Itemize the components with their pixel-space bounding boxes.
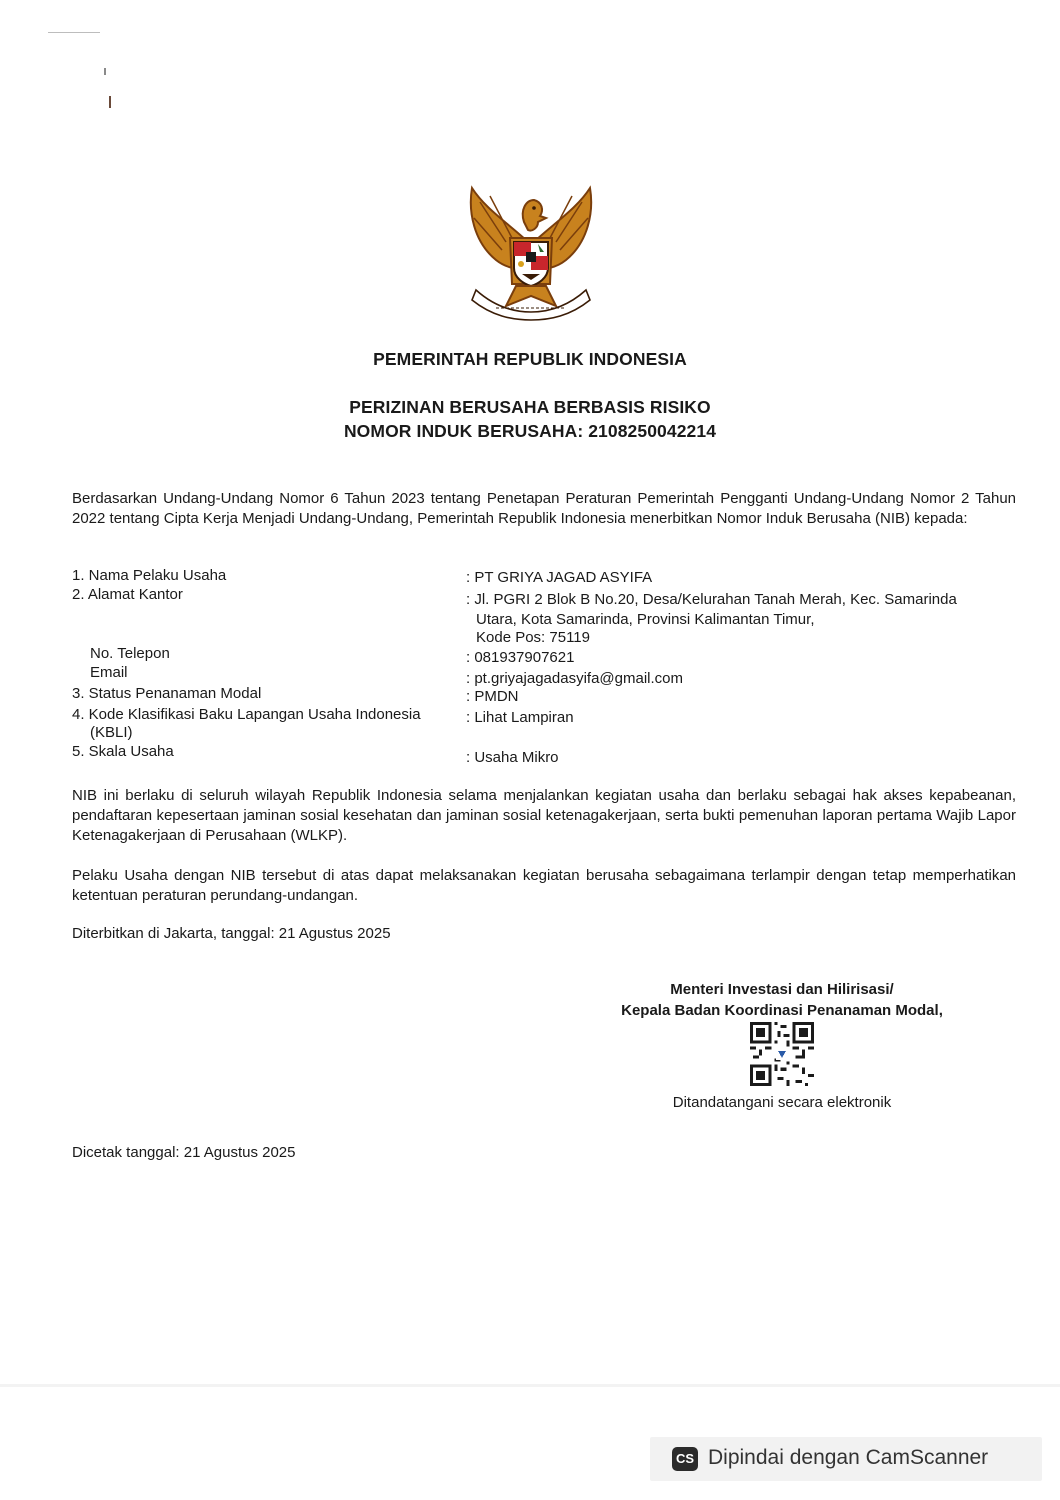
validity-paragraph: NIB ini berlaku di seluruh wilayah Republik Indonesia selama menjalankan kegiatan usaha dan berlaku sebagai hak akses kepabeanan, pendaftaran kepesertaan jaminan sosial kesehatan dan jaminan sosial ketenagakerjaan, serta bukti pemenuhan laporan pertama Wajib Lapor Ketenagakerjaan di Perusahaan (WLKP). [72,787,1016,844]
signed-electronically-note: Ditandatangani secara elektronik [672,1094,892,1111]
kbli-label: 4. Kode Klasifikasi Baku Lapangan Usaha Indonesia [72,706,421,723]
scan-mark [104,68,106,75]
address-value-line3: Kode Pos: 75119 [476,629,590,646]
address-value-line2: Utara, Kota Samarinda, Provinsi Kalimantan Timur, [476,611,815,628]
capital-status-label: 3. Status Penanaman Modal [72,685,262,702]
address-label: 2. Alamat Kantor [72,586,183,603]
kbli-label-abbrev: (KBLI) [90,724,133,741]
scan-mark [48,32,100,33]
printed-date: Dicetak tanggal: 21 Agustus 2025 [72,1144,296,1161]
name-label: 1. Nama Pelaku Usaha [72,567,227,584]
address-value-line1: : Jl. PGRI 2 Blok B No.20, Desa/Kelurahan Tanah Merah, Kec. Samarinda [466,591,957,608]
phone-value: : 081937907621 [466,649,575,666]
obligation-paragraph: Pelaku Usaha dengan NIB tersebut di atas dapat melaksanakan kegiatan berusaha sebagaimana terlampir dengan tetap memperhatikan ketentuan peraturan perundang-undangan. [72,867,1016,904]
qr-code-icon [750,1022,814,1086]
email-label: Email [90,664,128,681]
name-value: : PT GRIYA JAGAD ASYIFA [466,569,653,586]
business-scale-value: : Usaha Mikro [466,749,559,766]
scan-mark [109,96,111,108]
business-scale-label: 5. Skala Usaha [72,743,174,760]
intro-paragraph: Berdasarkan Undang-Undang Nomor 6 Tahun 2023 tentang Penetapan Peraturan Pemerintah Pengganti Undang-Undang Nomor 2 Tahun 2022 tentang Cipta Kerja Menjadi Undang-Undang, Pemerintah Republik Indonesia menerbitkan Nomor Induk Berusaha (NIB) kepada: [72,490,1016,527]
signatory-title-1: Menteri Investasi dan Hilirisasi/ [670,981,894,998]
kbli-value: : Lihat Lampiran [466,709,574,726]
camscanner-text: Dipindai dengan CamScanner [708,1446,989,1469]
capital-status-value: : PMDN [466,688,519,705]
phone-label: No. Telepon [90,645,170,662]
issued-date: Diterbitkan di Jakarta, tanggal: 21 Agustus 2025 [72,925,391,942]
permit-title: PERIZINAN BERUSAHA BERBASIS RISIKO [349,397,711,417]
government-title: PEMERINTAH REPUBLIK INDONESIA [373,349,687,369]
garuda-emblem-icon [466,182,596,324]
camscanner-logo-icon: CS [672,1447,698,1471]
scan-edge [0,1384,1060,1387]
nib-number: NOMOR INDUK BERUSAHA: 2108250042214 [343,421,717,441]
signatory-title-2: Kepala Badan Koordinasi Penanaman Modal, [621,1002,943,1019]
email-value: : pt.griyajagadasyifa@gmail.com [466,670,683,687]
